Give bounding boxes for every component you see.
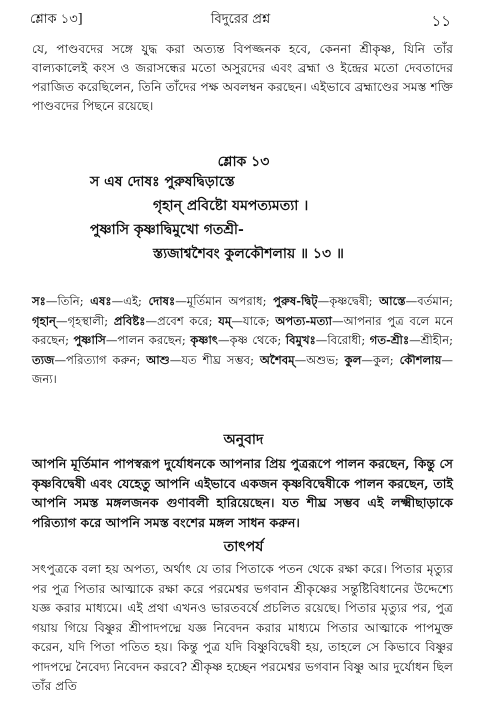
verse-reference: শ্লোক ১৩] xyxy=(30,12,83,27)
synonym-word: কৃষ্ণাৎ xyxy=(190,333,219,347)
verse-line: স এষ দোষঃ পুরুষদ্বিড়াস্তে xyxy=(90,174,235,190)
translation-text: আপনি মূর্তিমান পাপস্বরূপ দুর্যোধনকে আপনার প্রিয় পুত্ররূপে পালন করছেন, কিন্তু সে কৃষ্ণবিদ্বেষী এবং যেহেতু আপনি এইভাবে একজন কৃষ্ণবিদ্বেষীকে পালন করছেন, তাই আপনি সমস্ত মঙ্গলজনক গুণাবলী হারিয়েছেন। যত শীঘ্র সম্ভব এই লক্ষ্মীছাড়াকে পরিত্যাগ করে আপনি সমস্ত বংশের মঙ্গল সাধন করুন। xyxy=(32,456,453,530)
synonym-meaning: জন্য xyxy=(32,372,53,386)
synonym-word: আশু xyxy=(146,352,170,367)
synonym-meaning: প্রবেশ করে xyxy=(157,313,209,328)
synonym-word: যম্ xyxy=(218,313,232,328)
synonym-meaning: বর্তমান xyxy=(417,294,450,308)
synonym-meaning: এই xyxy=(123,294,139,308)
synonym-word: এষঃ xyxy=(90,294,112,308)
sanskrit-verse xyxy=(50,170,447,266)
synonym-word: দোষঃ xyxy=(148,294,176,308)
verse-line: পুষ্ণাসি কৃষ্ণাদ্বিমুখো গতশ্রী- xyxy=(90,222,244,238)
verse-heading: শ্লোক ১৩ xyxy=(217,154,270,170)
synonym-meaning: তিনি xyxy=(57,294,80,308)
chapter-title: বিদুরের প্রশ্ন xyxy=(210,12,271,27)
synonym-word: কুল xyxy=(344,352,362,367)
purport-heading: তাৎপর্য xyxy=(223,539,264,555)
synonym-word: সঃ xyxy=(32,294,46,308)
intro-paragraph xyxy=(32,40,453,116)
translation-heading: অনুবাদ xyxy=(223,432,264,448)
verse-line: স্ত্যজাশ্বশৈবং কুলকৌশলায় ॥ ১৩ ॥ xyxy=(153,246,344,262)
synonym-meaning: শ্রীহীন xyxy=(420,333,450,347)
purport-text: সৎপুত্রকে বলা হয় অপত্য, অর্থাৎ যে তার পিতাকে পতন থেকে রক্ষা করে। পিতার মৃত্যুর পর পুত্র পিতার আত্মাকে রক্ষা করে পরমেশ্বর ভগবান শ্রীকৃষ্ণের সন্তুষ্টিবিধানের উদ্দেশ্যে যজ্ঞ করার মাধ্যমে। এই প্রথা এখনও ভারতবর্ষে প্রচলিত রয়েছে। পিতার মৃত্যুর পর, পুত্র গয়ায় গিয়ে বিষ্ণুর শ্রীপাদপদ্মে যজ্ঞ নিবেদন করার মাধ্যমে পিতার আত্মাকে পাপমুক্ত করেন, যদি পিতা পতিত হয়। কিন্তু পুত্র যদি বিষ্ণুবিদ্বেষী হয়, তাহলে সে কিভাবে বিষ্ণুর পাদপদ্মে নৈবেদ্য নিবেদন করবে? শ্রীকৃষ্ণ হচ্ছেন পরমেশ্বর ভগবান বিষ্ণু আর দুর্যোধন ছিল তাঁর প্রতি xyxy=(32,562,453,693)
synonym-word: পুরুষ-দ্বিট্ xyxy=(273,294,318,308)
synonym-word: গত-শ্রীঃ xyxy=(369,333,410,347)
word-synonyms: সঃ—তিনি; এষঃ—এই; দোষঃ—মূর্তিমান অপরাধ; পুরুষ-দ্বিট্—কৃষ্ণদ্বেষী; আস্তে—বর্তমান; গৃহান্—গৃহস্থালী; প্রবিষ্টঃ—প্রবেশ করে; যম্—যাকে; অপত্য-মত্যা—আপনার পুত্র বলে মনে করছেন; পুষ্ণাসি—পালন করছেন; কৃষ্ণাৎ—কৃষ্ণ থেকে; বিমুখঃ—বিরোধী; গত-শ্রীঃ—শ্রীহীন; ত্যজ—পরিত্যাগ করুন; আশু—যত শীঘ্র সম্ভব; অশৈবম্—অশুভ; কুল—কুল; কৌশলায়—জন্য। xyxy=(32,294,454,386)
synonym-meaning: যাকে xyxy=(242,313,266,328)
synonym-meaning: বিরোধী xyxy=(327,333,362,347)
verse-line: গৃহান্ প্রবিষ্টো যমপত্যমত্যা । xyxy=(153,198,309,214)
synonym-word: পুষ্ণাসি xyxy=(73,333,106,347)
synonym-meaning: কৃষ্ণদ্বেষী xyxy=(329,294,369,308)
synonym-meaning: কৃষ্ণ থেকে xyxy=(229,333,278,347)
synonym-word: কৌশলায় xyxy=(399,352,442,367)
synonym-meaning: আপনার পুত্র বলে মনে করছেন xyxy=(32,313,454,347)
synonym-word: অশৈবম্ xyxy=(259,352,295,367)
synonym-word: গৃহান্ xyxy=(32,313,56,328)
synonym-word: ত্যজ xyxy=(32,352,55,367)
synonym-meaning: গৃহস্থালী xyxy=(67,313,105,328)
page-header xyxy=(30,10,451,32)
intro-paragraph-text: যে, পাণ্ডবদের সঙ্গে যুদ্ধ করা অত্যন্ত বিপজ্জনক হবে, কেননা শ্রীকৃষ্ণ, যিনি তাঁর বাল্যকালেই কংস ও জরাসন্ধের মতো অসুরদের এবং ব্রহ্মা ও ইন্দ্রের মতো দেবতাদের পরাজিত করেছিলেন, তিনি তাঁদের পক্ষ অবলম্বন করছেন। এইভাবে ব্রহ্মাণ্ডের সমস্ত শক্তি পাণ্ডবদের পিছনে রয়েছে। xyxy=(32,42,453,113)
synonym-meaning: পরিত্যাগ করুন xyxy=(66,352,137,367)
synonym-word: প্রবিষ্টঃ xyxy=(113,313,146,328)
synonym-word: আস্তে xyxy=(379,294,406,308)
synonym-meaning: অশুভ xyxy=(306,352,335,367)
synonym-meaning: কুল xyxy=(373,352,390,367)
synonym-word: বিমুখঃ xyxy=(285,333,316,347)
synonym-meaning: যত শীঘ্র সম্ভব xyxy=(181,352,251,367)
synonym-meaning: পালন করছেন xyxy=(117,333,182,347)
synonym-meaning: মূর্তিমান অপরাধ xyxy=(186,294,263,308)
synonym-word: অপত্য-মত্যা xyxy=(275,313,333,328)
page-number: ১১ xyxy=(431,12,451,30)
